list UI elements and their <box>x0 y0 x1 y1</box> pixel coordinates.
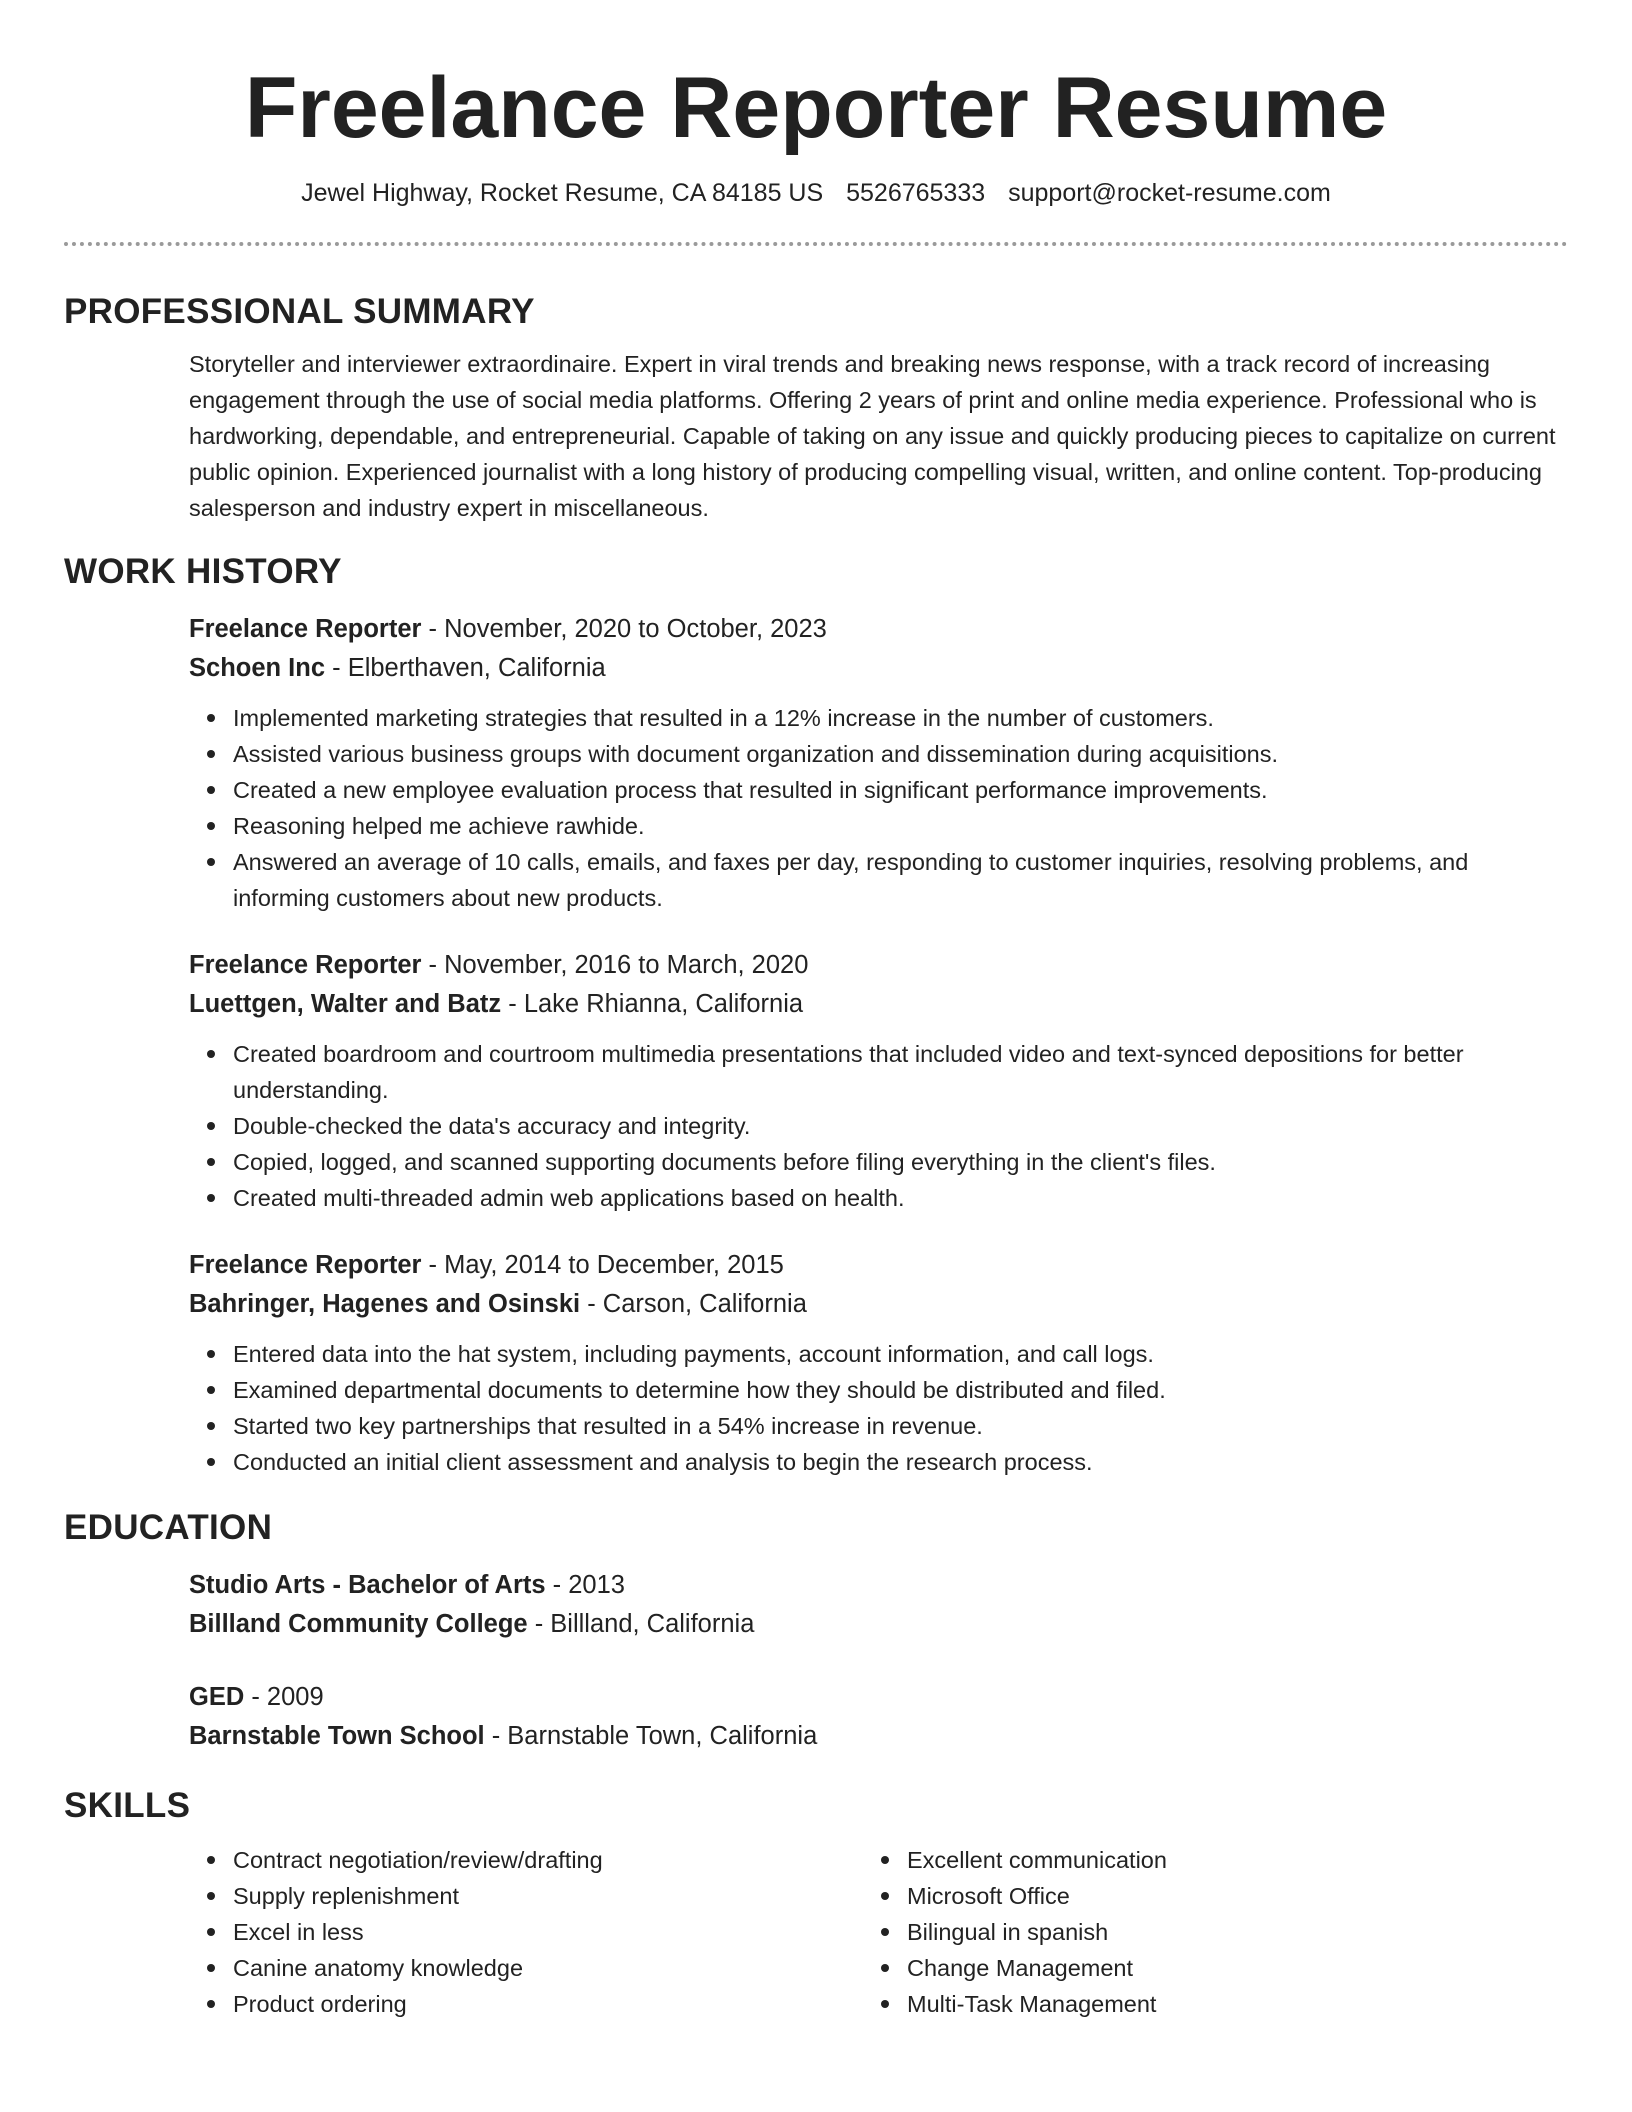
job-bullet: Examined departmental documents to determine how they should be distributed and filed. <box>233 1372 1568 1408</box>
skills-heading: SKILLS <box>64 1786 191 1825</box>
skill-item: Canine anatomy knowledge <box>233 1950 863 1986</box>
job-dates: - May, 2014 to December, 2015 <box>421 1251 784 1279</box>
job-bullet: Entered data into the hat system, including payments, account information, and call logs. <box>233 1336 1568 1372</box>
skills-column-left <box>189 1842 863 2022</box>
education-degree-line <box>189 1566 1568 1605</box>
education-degree: GED <box>189 1683 245 1711</box>
contact-address: Jewel Highway, Rocket Resume, CA 84185 US <box>301 179 824 207</box>
job-bullet: Started two key partnerships that resulted in a 54% increase in revenue. <box>233 1408 1568 1444</box>
job-location: - Elberthaven, California <box>325 654 606 682</box>
job-bullets <box>189 1036 1568 1216</box>
job-title: Freelance Reporter <box>189 1251 422 1279</box>
skill-item: Product ordering <box>233 1986 863 2022</box>
education-degree: Studio Arts - Bachelor of Arts <box>189 1571 546 1599</box>
job-company: Bahringer, Hagenes and Osinski <box>189 1290 581 1318</box>
summary-section <box>189 346 1568 526</box>
contact-email: support@rocket-resume.com <box>1008 179 1331 207</box>
summary-heading: PROFESSIONAL SUMMARY <box>64 292 535 331</box>
job-company: Luettgen, Walter and Batz <box>189 990 502 1018</box>
skills-grid <box>189 1842 1568 2022</box>
contact-line <box>64 176 1568 210</box>
education-location: - Barnstable Town, California <box>484 1722 818 1750</box>
job-bullet: Reasoning helped me achieve rawhide. <box>233 808 1568 844</box>
job-location: - Lake Rhianna, California <box>501 990 804 1018</box>
education-year: - 2009 <box>244 1683 324 1711</box>
skill-item: Excellent communication <box>907 1842 1537 1878</box>
job-bullet: Answered an average of 10 calls, emails, and faxes per day, responding to customer inquiries, resolving problems, and informing customers about new products. <box>233 844 1568 916</box>
job-bullet: Assisted various business groups with document organization and dissemination during acquisitions. <box>233 736 1568 772</box>
job-entry <box>189 610 1568 916</box>
job-bullet: Double-checked the data's accuracy and integrity. <box>233 1108 1568 1144</box>
job-bullet: Implemented marketing strategies that resulted in a 12% increase in the number of customers. <box>233 700 1568 736</box>
skills-section <box>189 1842 1568 2022</box>
job-company-line <box>189 985 1568 1024</box>
skill-item: Contract negotiation/review/drafting <box>233 1842 863 1878</box>
contact-phone: 5526765333 <box>846 179 986 207</box>
skill-item: Microsoft Office <box>907 1878 1537 1914</box>
job-bullets <box>189 700 1568 916</box>
resume-title: Freelance Reporter Resume <box>244 60 1388 156</box>
skill-item: Multi-Task Management <box>907 1986 1537 2022</box>
job-title-line <box>189 610 1568 649</box>
job-title: Freelance Reporter <box>189 951 422 979</box>
job-bullet: Conducted an initial client assessment and analysis to begin the research process. <box>233 1444 1568 1480</box>
education-section <box>189 1566 1568 1756</box>
education-entry <box>189 1678 1568 1756</box>
skill-item: Supply replenishment <box>233 1878 863 1914</box>
job-dates: - November, 2020 to October, 2023 <box>421 615 827 643</box>
education-entry <box>189 1566 1568 1644</box>
job-bullet: Created boardroom and courtroom multimedia presentations that included video and text-synced depositions for better understanding. <box>233 1036 1568 1108</box>
education-school: Barnstable Town School <box>189 1722 485 1750</box>
education-heading: EDUCATION <box>64 1508 273 1547</box>
job-bullet: Created a new employee evaluation process that resulted in significant performance improvements. <box>233 772 1568 808</box>
job-bullet: Copied, logged, and scanned supporting documents before filing everything in the client's files. <box>233 1144 1568 1180</box>
skill-item: Excel in less <box>233 1914 863 1950</box>
job-company-line <box>189 649 1568 688</box>
job-bullets <box>189 1336 1568 1480</box>
resume-page <box>64 0 1568 2022</box>
job-title-line <box>189 946 1568 985</box>
job-dates: - November, 2016 to March, 2020 <box>421 951 809 979</box>
education-year: - 2013 <box>545 1571 625 1599</box>
job-company-line <box>189 1285 1568 1324</box>
skill-item: Change Management <box>907 1950 1537 1986</box>
job-company: Schoen Inc <box>189 654 326 682</box>
job-title-line <box>189 1246 1568 1285</box>
work-history-heading: WORK HISTORY <box>64 552 342 591</box>
summary-text: Storyteller and interviewer extraordinaire. Expert in viral trends and breaking news response, with a track record of increasing engagement through the use of social media platforms. Offering 2 years of print and online media experience. Professional who is hardworking, dependable, and entrepreneurial. Capable of taking on any issue and quickly producing pieces to capitalize on current public opinion. Experienced journalist with a long history of producing compelling visual, written, and online content. Top-producing salesperson and industry expert in miscellaneous. <box>189 351 1556 521</box>
education-degree-line <box>189 1678 1568 1717</box>
skill-item: Bilingual in spanish <box>907 1914 1537 1950</box>
job-title: Freelance Reporter <box>189 615 422 643</box>
job-entry <box>189 1246 1568 1480</box>
education-school-line <box>189 1717 1568 1756</box>
education-location: - Billland, California <box>527 1610 755 1638</box>
education-school: Billland Community College <box>189 1610 528 1638</box>
job-bullet: Created multi-threaded admin web applications based on health. <box>233 1180 1568 1216</box>
header-divider <box>64 242 1568 246</box>
work-history-section <box>189 610 1568 1480</box>
education-school-line <box>189 1605 1568 1644</box>
skills-column-right <box>863 1842 1537 2022</box>
job-location: - Carson, California <box>580 1290 807 1318</box>
job-entry <box>189 946 1568 1216</box>
